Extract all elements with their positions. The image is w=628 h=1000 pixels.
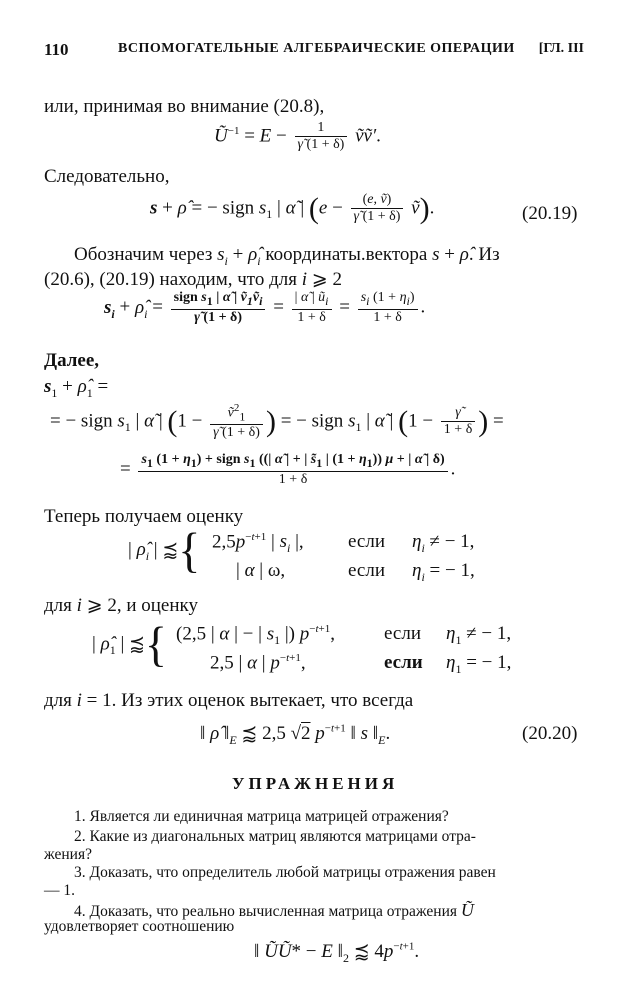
exercise-2: 2. Какие из диагональных матриц являются матрицами отра- bbox=[74, 828, 476, 845]
p3-part-b: координаты.вектора bbox=[265, 244, 428, 265]
estimate-rho-i-case2: | α | ω, bbox=[236, 560, 286, 581]
condition-3-math: $\eta_1$ ≠ − 1, bbox=[446, 623, 512, 647]
equation-number-20-19: (20.19) bbox=[522, 203, 578, 224]
formula-u-inverse: $Ũ^{-1} = E$ − $\frac{1}{\gammã (1 + \delta)}$ ṽṽ′. bbox=[214, 120, 381, 153]
condition-3: если bbox=[384, 623, 421, 644]
exercise-4: 4. Доказать, что реально вычисленная матрица отражения Ũ bbox=[74, 900, 474, 920]
p8-text-b: . Из этих оценок вытекает, что всегда bbox=[111, 690, 414, 711]
p3-part-a: Обозначим через bbox=[74, 244, 213, 265]
p4-text: (20.6), (20.19) находим, что для bbox=[44, 269, 297, 290]
formula-20-20: ‖ ρ̂ $‖_E$ ⪷ 2,5 √2 $p^{-t+1}$ ‖ s $‖_E$. bbox=[200, 722, 391, 747]
formula-20-19: s + ρ̂ = − sign $s_1$ | α̃ | (e − $\frac{\text{(e, ṽ)}}{\gammã (1 + \delta)}$ ṽ). bbox=[150, 192, 435, 225]
estimate-rho-i: | $\rhô_i$ | ⪷{ bbox=[128, 523, 201, 578]
exercise-3-cont: — 1. bbox=[44, 882, 75, 899]
chapter-label: [ГЛ. III bbox=[538, 41, 584, 56]
exercise-4-text: 4. Доказать, что реально вычисленная матрица отражения bbox=[74, 903, 458, 920]
formula-s1-line2: = − sign $s_1$ | α̃ | (1 − $\frac{ṽ^2_1}{\gammã (1 + \delta)}$ ) = − sign $s_1$ | α̃ | (1 − $\frac{\gammã}{1 + \delta}$ ) = bbox=[50, 402, 504, 441]
exercises-heading: УПРАЖНЕНИЯ bbox=[232, 774, 399, 793]
exercise-4-cont: удовлетворяет соотношению bbox=[44, 918, 235, 935]
formula-s1-line3: = $s_1$ $(1 + \eta_1)$ + sign $s_1$ ((| α̃ | + | $s̃_1$ | $(1 + \eta_1)$) μ + | α̃ | δ) 1 + δ . bbox=[120, 452, 456, 487]
paragraph-1: или, принимая во внимание (20.8), bbox=[44, 96, 325, 117]
p7-text: для bbox=[44, 595, 72, 616]
estimate-rho-1-case1: (2,5 | α | − | $s_1$ |) $p^{-t+1}$, bbox=[176, 623, 335, 648]
p7-text-b: , и оценку bbox=[116, 595, 198, 616]
equation-number-20-20: (20.20) bbox=[522, 723, 578, 744]
estimate-rho-i-case1: $2,5p^{-t+1}$ | $s_i$ |, bbox=[212, 531, 304, 556]
formula-s1-start: $s_1$ + $\rhô_1$ = bbox=[44, 376, 109, 400]
condition-4: если bbox=[384, 652, 423, 673]
paragraph-6: Теперь получаем оценку bbox=[44, 506, 244, 527]
paragraph-3: Обозначим через $s_i$ + $\rhô_i$ координаты.вектора s + ρ̂. Из bbox=[74, 244, 500, 268]
paragraph-5: Далее, bbox=[44, 350, 100, 371]
estimate-rho-1: | $\rhô_1$ | ⪷{ bbox=[92, 617, 168, 672]
p3-part-c: Из bbox=[478, 244, 500, 265]
paragraph-4: (20.6), (20.19) находим, что для i ⩾ 2 bbox=[44, 269, 342, 290]
estimate-rho-1-case2: 2,5 | α | $p^{-t+1}$, bbox=[210, 652, 306, 674]
condition-2-math: $\eta_i$ = − 1, bbox=[412, 560, 475, 584]
condition-2: если bbox=[348, 560, 385, 581]
paragraph-8: для i = 1. Из этих оценок вытекает, что всегда bbox=[44, 690, 414, 711]
exercise-2-cont: жения? bbox=[44, 846, 92, 863]
formula-s-i: $s_i$ + $\rhô_i$ = $\frac{sign s_1 | \alphã | ṽ_1ṽ_i}{\gammã (1 + \delta)}$ = $\frac{| \alphã | ũ_i}{1 + \delta}$ = $\frac{s_i (1 + \eta_i)}{1 + \delta}$ . bbox=[104, 290, 426, 325]
condition-4-math: $\eta_1$ = − 1, bbox=[446, 652, 512, 676]
page-number: 110 bbox=[44, 40, 69, 59]
exercise-3: 3. Доказать, что определитель любой матрицы отражения равен bbox=[74, 864, 496, 881]
p8-text: для bbox=[44, 690, 72, 711]
running-header bbox=[44, 40, 584, 62]
condition-1-math: $\eta_i$ ≠ − 1, bbox=[412, 531, 475, 555]
exercise-1: 1. Является ли единичная матрица матрицей отражения? bbox=[74, 808, 449, 825]
formula-exercise-4: ‖ ŨŨ* − E $‖_2$ ⪷ $4p^{-t+1}$. bbox=[254, 940, 420, 965]
paragraph-2: Следовательно, bbox=[44, 166, 170, 187]
condition-1: если bbox=[348, 531, 385, 552]
paragraph-7: для i ⩾ 2, и оценку bbox=[44, 595, 198, 616]
running-title: ВСПОМОГАТЕЛЬНЫЕ АЛГЕБРАИЧЕСКИЕ ОПЕРАЦИИ bbox=[118, 41, 515, 56]
